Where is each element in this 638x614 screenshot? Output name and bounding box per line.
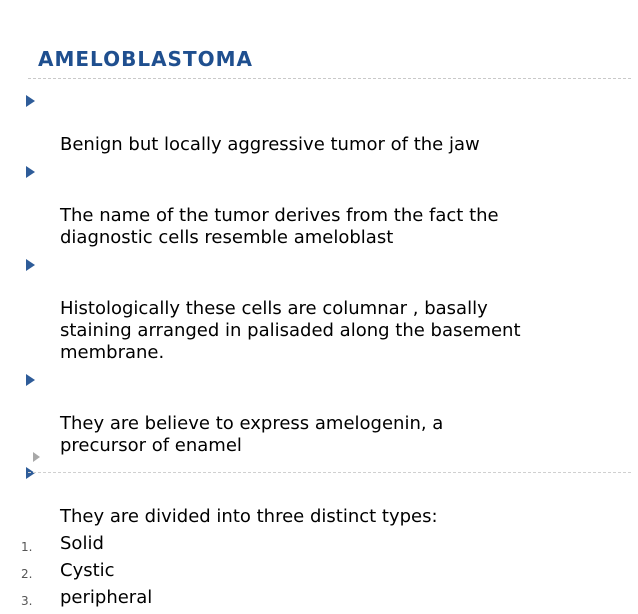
item-number: 1.	[21, 540, 33, 554]
triangle-right-icon	[26, 374, 35, 386]
bullet-item	[20, 369, 620, 457]
triangle-right-icon	[33, 452, 40, 462]
numbered-item	[20, 533, 620, 555]
bullet-text: Benign but locally aggressive tumor of the jaw	[60, 134, 480, 155]
bullet-text: They are believe to express amelogenin, a precursor of enamel	[60, 413, 444, 456]
triangle-right-icon	[26, 166, 35, 178]
bullet-item	[20, 254, 620, 364]
item-number: 3.	[21, 594, 33, 608]
triangle-right-icon	[26, 95, 35, 107]
bullet-item	[20, 90, 620, 156]
slide-content	[20, 90, 620, 614]
bullet-text: They are divided into three distinct types:	[60, 506, 438, 527]
item-text: Cystic	[60, 560, 115, 581]
item-text: peripheral	[60, 587, 153, 608]
footer-divider	[28, 472, 631, 473]
title-divider	[28, 78, 631, 79]
numbered-item	[20, 587, 620, 609]
bullet-text: The name of the tumor derives from the fact the diagnostic cells resemble ameloblast	[60, 205, 499, 248]
item-text: Solid	[60, 533, 104, 554]
bullet-text: Histologically these cells are columnar , basally staining arranged in palisaded along the basement membrane.	[60, 298, 521, 363]
slide-title: AMELOBLASTOMA	[38, 47, 253, 71]
numbered-item	[20, 560, 620, 582]
bullet-item	[20, 161, 620, 249]
triangle-right-icon	[26, 259, 35, 271]
item-number: 2.	[21, 567, 33, 581]
triangle-right-icon	[26, 467, 35, 479]
